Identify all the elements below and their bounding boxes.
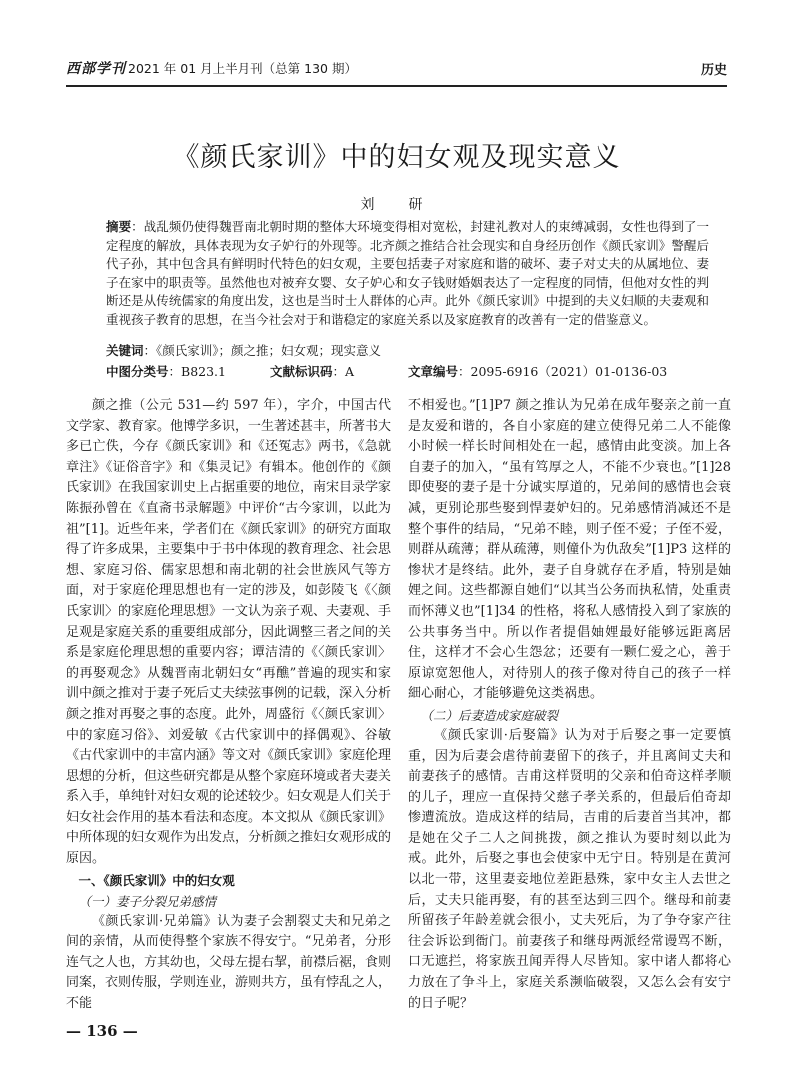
section-heading: 一、《颜氏家训》中的妇女观 (78, 872, 235, 888)
issue-info: 2021 年 01 月上半月刊（总第 130 期） (128, 61, 357, 76)
article-title: 《颜氏家训》中的妇女观及现实意义 (172, 142, 621, 173)
keywords (106, 341, 726, 359)
article-number-field (408, 362, 668, 380)
abstract (106, 218, 709, 330)
author-name: 刘 研 (360, 197, 433, 213)
subsection-heading: （二）后妻造成家庭破裂 (420, 707, 559, 723)
doc-code-field (270, 362, 355, 380)
subsection-heading: （一）妻子分裂兄弟感情 (78, 893, 217, 909)
clc-field (106, 362, 226, 380)
doc-code-value: ：A (332, 364, 355, 379)
page-number: — 136 — (66, 1022, 138, 1040)
keywords-text: ：《颜氏家训》；颜之推；妇女观；现实意义 (143, 343, 382, 358)
journal-logo: 西部学刊 (66, 61, 126, 77)
doc-code-label: 文献标识码 (270, 364, 333, 379)
header-rule (66, 85, 727, 87)
keywords-label: 关键词 (106, 343, 144, 358)
section-label: 历史 (700, 63, 727, 78)
body-paragraph-continued: 不相爱也。”[1]P7 颜之推认为兄弟在成年娶亲之前一直是友爱和谐的，各自小家庭的建立使得兄弟二人不能像小时候一样长时间相处在一起，感情由此变淡。加上各自妻子的加入，“虽有笃厚之人，不能不少衰也。”[1]28 即使娶的妻子是十分诚实厚道的，兄弟间的感情也会衰减，更别论那些娶到悍妻妒妇的。兄弟感情消减还不是整个事件的结局，“兄弟不睦，则子侄不爱；子侄不爱，则群从疏薄；群从疏薄，则僮仆为仇敌矣”[1]P3 这样的惨状才是终结。此外，妻子自身就存在矛盾，特别是妯娌之间。这些都源自她们“以其当公务而执私情，处重责而怀薄义也”[1]34 的性格，将私人感情投入到了家族的公共事务当中。所以作者提倡妯娌最好能够远距离居住，这样才不会心生怨忿；还要有一颗仁爱之心，善于原谅宽恕他人，对待别人的孩子像对待自己的孩子一样細心耐心，才能够避免这类祸患。 (408, 398, 731, 702)
clc-value: ：B823.1 (168, 364, 226, 379)
article-number-value: ：2095-6916（2021）01-0136-03 (458, 364, 668, 379)
right-column (408, 396, 731, 1014)
left-column (66, 396, 391, 1015)
abstract-label: 摘要 (106, 219, 132, 234)
article-number-label: 文章编号 (408, 364, 459, 379)
body-paragraph: 《颜氏家训·后娶篇》认为对于后娶之事一定要慎重，因为后妻会虐待前妻留下的孩子，并且离间丈夫和前妻孩子的感情。吉甫这样贤明的父亲和伯奇这样孝顺的儿子，理应一直保持父慈子孝关系的，但最后伯奇却惨遭流放。造成这样的结局，吉甫的后妻首当其冲，都是她在父子二人之间挑拨，颜之推认为要时刻以此为戒。此外，后娶之事也会使家中无宁日。特别是在黄河以北一带，这里妻妾地位差距悬殊，家中女主人去世之后，丈夫只能再娶，有的甚至达到三四个。继母和前妻所留孩子年龄差就会很小，丈夫死后，为了争夺家产往往会诉讼到衙门。前妻孩子和继母两派经常谩骂不断，口无遮拦，将家族丑闻弄得人尽皆知。家中诸人都将心力放在了争斗上，家庭关系濒临破裂，又怎么会有安宁的日子呢？ (408, 727, 731, 1011)
body-paragraph: 《颜氏家训·兄弟篇》认为妻子会割裂丈夫和兄弟之间的亲情，从而使得整个家族不得安宁。“兄弟者，分形连气之人也，方其幼也，父母左提右挈，前襟后裾，食则同案，衣则传服，学则连业，游则共方，虽有悖乱之人，不能 (66, 913, 392, 1012)
body-paragraph: 颜之推（公元 531—约 597 年），字介，中国古代文学家、教育家。他博学多识，一生著述甚丰，所著书大多已亡佚，今存《颜氏家训》和《还冤志》两书，《急就章注》《证俗音字》和《集灵记》有辑本。他创作的《颜氏家训》在我国家训史上占据重要的地位，南宋目录学家陈振孙曾在《直斋书录解题》中评价“古今家训，以此为祖”[1]。近些年来，学者们在《颜氏家训》的研究方面取得了许多成果，主要集中于书中体现的教育理念、社会思想、家庭习俗、儒家思想和南北朝的社会世族风气等方面，对于家庭伦理思想也有一定的涉及，如彭陵飞《〈颜氏家训〉的家庭伦理思想》一文认为亲子观、夫妻观、手足观是家庭关系的重要组成部分，因此调整三者之间的关系是家庭伦理思想的重要内容；谭洁清的《〈颜氏家训〉的再娶观念》从魏晋南北朝妇女“再醮”普遍的现实和家训中颜之推对于妻子死后丈夫续弦事例的记载，深入分析颜之推对再娶之事的态度。此外，周盛衍《〈颜氏家训〉中的家庭习俗》、刘爱敏《古代家训中的择偶观》、谷敏《古代家训中的丰富内涵》等文对《颜氏家训》家庭伦理思想的分析，但这些研究都是从整个家庭环境或者夫妻关系入手，单纯针对妇女观的论述较少。妇女观是人们关于妇女社会作用的基本看法和态度。本文拟从《颜氏家训》中所体现的妇女观作为出发点，分析颜之推妇女观形成的原因。 (66, 398, 392, 867)
clc-label: 中图分类号 (106, 364, 169, 379)
running-header (66, 57, 727, 79)
abstract-text: ：战乱频仍使得魏晋南北朝时期的整体大环境变得相对宽松，封建礼教对人的束缚减弱，女性也得到了一定程度的解放，具体表现为女子妒行的外现等。北齐颜之推结合社会现实和自身经历创作《颜氏家训》警醒后代子孙，其中包含具有鲜明时代特色的妇女观，主要包括妻子对家庭和谐的破坏、妻子对丈夫的从属地位、妻子在家中的职责等。虽然他也对被弃女婴、女子妒心和女子钱财婚姻表达了一定程度的同情，但他对女性的判断还是从传统儒家的角度出发，这也是当时士人群体的心声。此外《颜氏家训》中提到的夫义妇顺的夫妻观和重视孩子教育的思想，在当今社会对于和谐稳定的家庭关系以及家庭教育的改善有一定的借鉴意义。 (106, 219, 709, 327)
